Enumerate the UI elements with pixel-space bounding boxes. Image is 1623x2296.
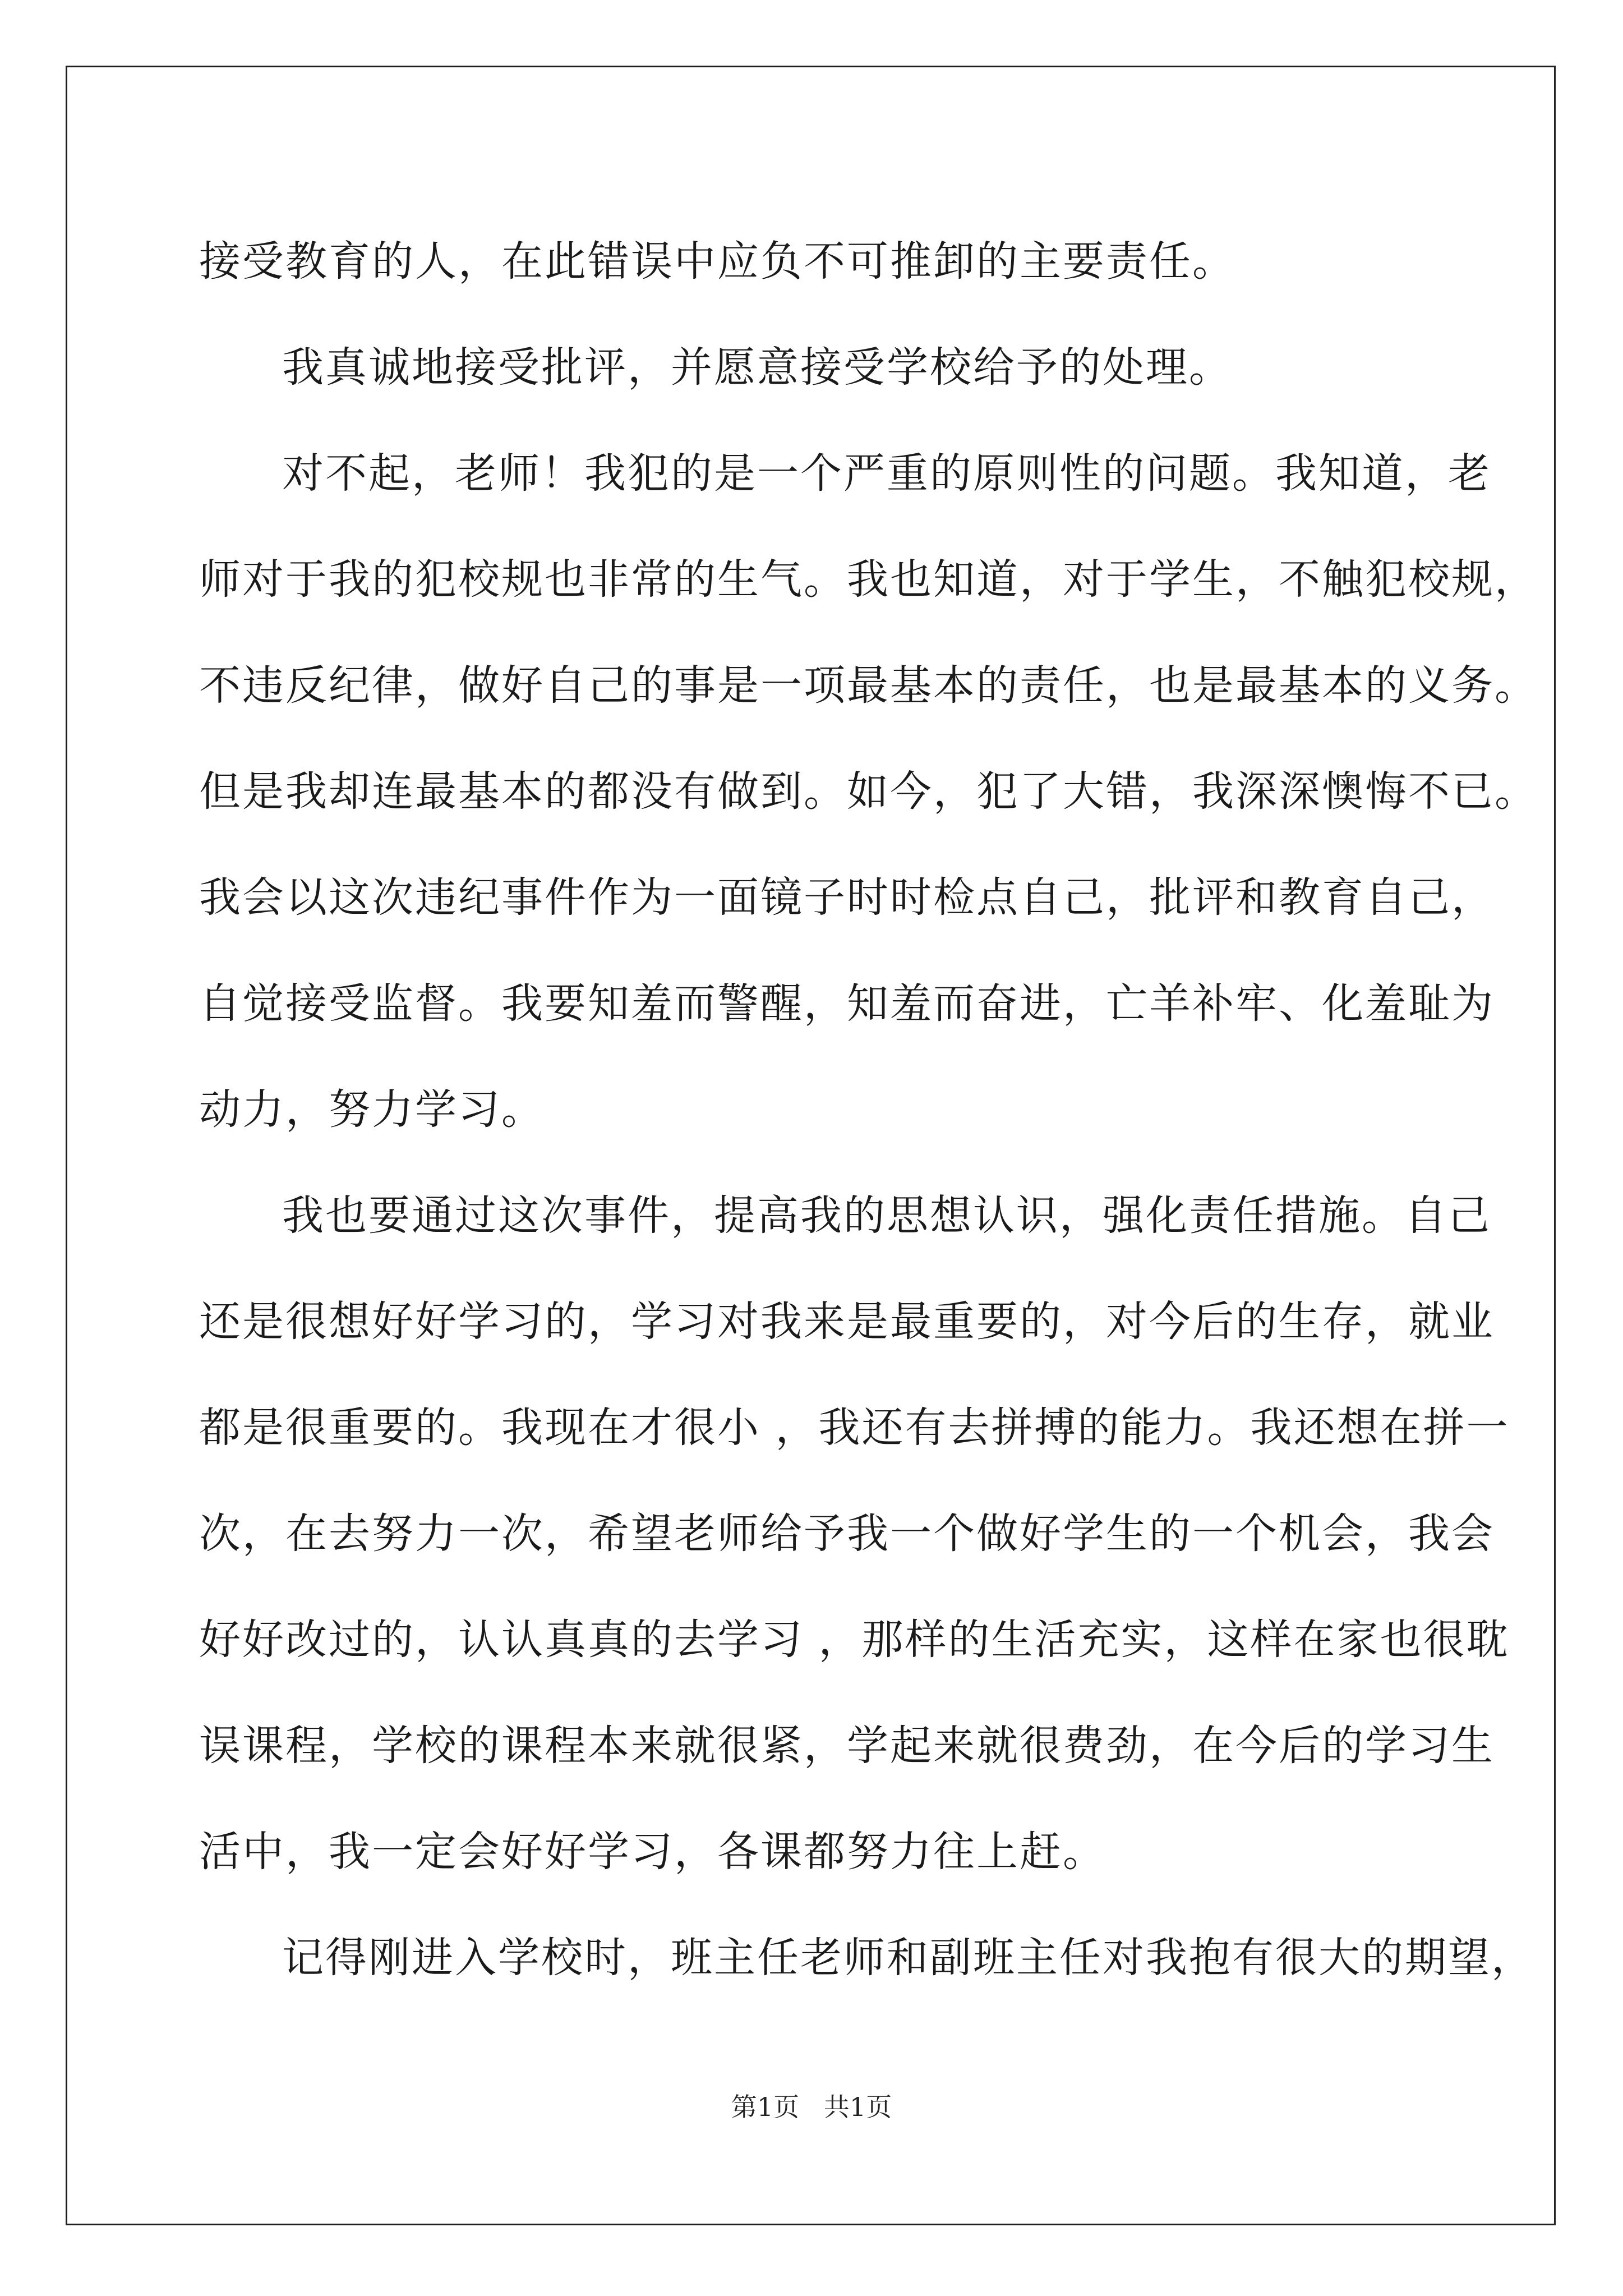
text-line: 不违反纪律，做好自己的事是一项最基本的责任，也是最基本的义务。	[199, 661, 1538, 710]
text-line: 活中，我一定会好好学习，各课都努力往上赶。	[199, 1828, 1106, 1876]
paragraph-start-line: 对不起，老师！我犯的是一个严重的原则性的问题。我知道，老	[282, 449, 1491, 498]
text-line: 我会以这次违纪事件作为一面镜子时时检点自己，批评和教育自己，	[199, 873, 1495, 922]
page-footer: 第1页 共1页	[731, 2092, 892, 2122]
text-line: 动力，努力学习。	[199, 1085, 545, 1134]
text-line: 师对于我的犯校规也非常的生气。我也知道，对于学生，不触犯校规，	[199, 555, 1538, 604]
text-line: 接受教育的人，在此错误中应负不可推卸的主要责任。	[199, 237, 1235, 286]
text-line: 自觉接受监督。我要知羞而警醒，知羞而奋进，亡羊补牢、化羞耻为	[199, 979, 1495, 1028]
text-line: 但是我却连最基本的都没有做到。如今，犯了大错，我深深懊悔不已。	[199, 767, 1538, 816]
document-body	[199, 209, 1538, 2011]
text-line: 还是很想好好学习的，学习对我来是最重要的，对今后的生存，就业	[199, 1297, 1495, 1346]
paragraph-start-line: 记得刚进入学校时，班主任老师和副班主任对我抱有很大的期望，	[282, 1934, 1534, 1982]
text-line: 好好改过的，认认真真的去学习 ，那样的生活充实，这样在家也很耽	[199, 1616, 1510, 1664]
paragraph-start-line: 我真诚地接受批评，并愿意接受学校给予的处理。	[282, 343, 1232, 392]
text-line: 都是很重要的。我现在才很小 ，我还有去拼搏的能力。我还想在拼一	[199, 1404, 1510, 1452]
text-line: 次，在去努力一次，希望老师给予我一个做好学生的一个机会，我会	[199, 1510, 1495, 1558]
paragraph-start-line: 我也要通过这次事件，提高我的思想认识，强化责任措施。自己	[282, 1191, 1491, 1240]
text-line: 误课程，学校的课程本来就很紧，学起来就很费劲，在今后的学习生	[199, 1722, 1495, 1770]
